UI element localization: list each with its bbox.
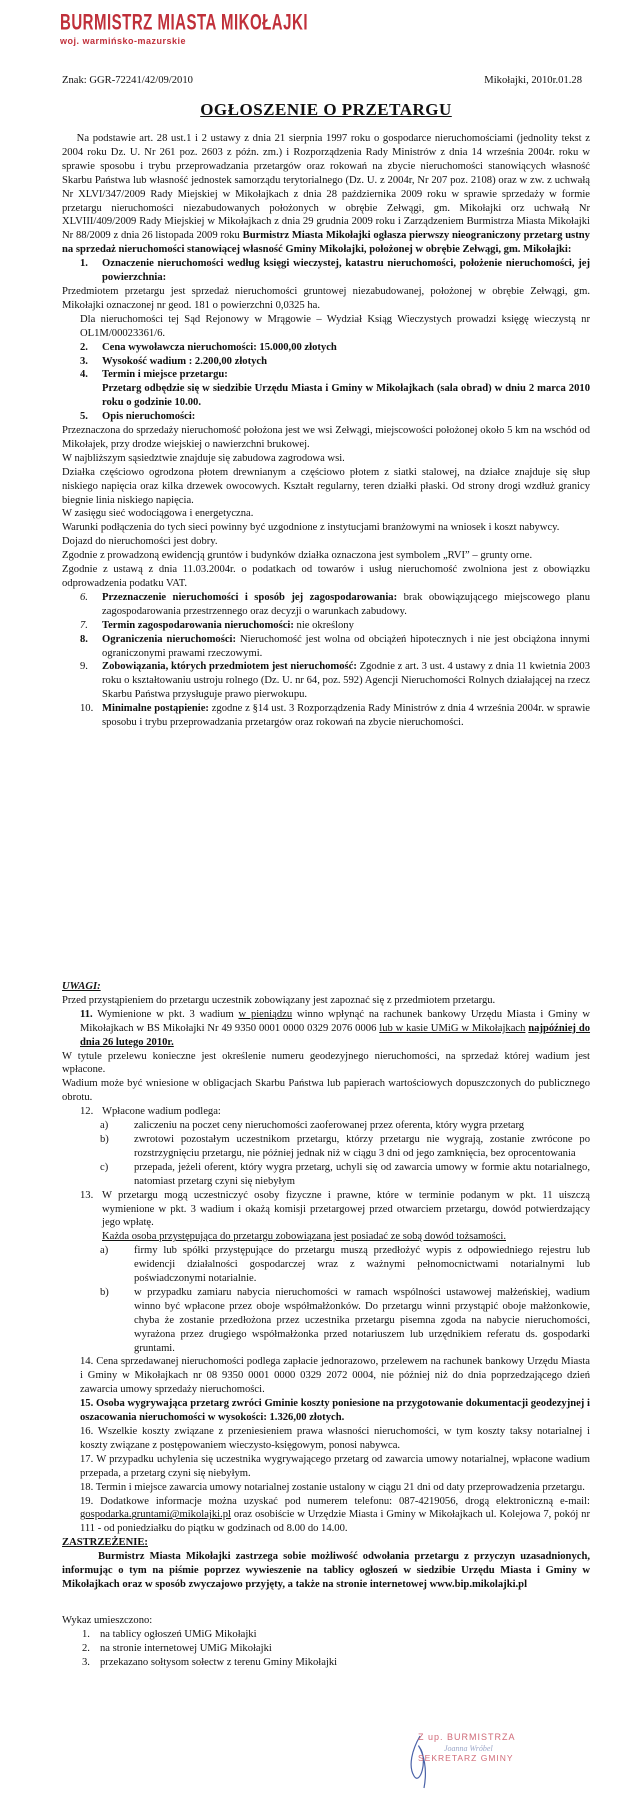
list-label: a) — [100, 1245, 109, 1257]
description-paragraph: Zgodnie z ustawą z dnia 11.03.2004r. o podatkach od towarów i usług nieruchomość zwolniona jest z obowiązku odprowadzenia podatku VAT. — [62, 564, 590, 589]
section-text: zgodne z §14 ust. 3 Rozporządzenia Rady Ministrów z dnia 4 września 2004r. w sprawie sposobu i trybu przeprowadzania przetargów oraz rokowań na zbycie nieruchomości. — [102, 703, 590, 729]
section-text: Nieruchomość jest wolna od obciążeń hipotecznych i nie jest obciążona innymi ograniczonymi prawami rzeczowymi. — [102, 633, 590, 659]
id-requirement: Każda osoba przystępująca do przetargu zobowiązana jest posiadać ze sobą dowód tożsamości. — [102, 1231, 506, 1243]
reservation-label: ZASTRZEŻENIE: — [62, 1537, 148, 1549]
tender-date-place: Przetarg odbędzie się w siedzibie Urzędu Miasta i Gminy w Mikołajkach (sala obrad) w dniu 2 marca 2010 roku o godzinie 10.00. — [102, 383, 590, 409]
document-meta — [62, 75, 590, 89]
list-text: firmy lub spółki przystępujące do przetargu muszą przedłożyć wypis z odpowiedniego rejestru lub ewidencji działalności gospodarczej wraz z ważnymi pełnomocnictwami notarialnymi lub poświadczonymi notarialnie. — [134, 1245, 590, 1285]
section-4 — [62, 368, 590, 382]
section-8 — [62, 633, 590, 661]
email-link[interactable]: gospodarka.gruntami@mikolajki.pl — [80, 1509, 231, 1521]
section-heading: Opis nieruchomości: — [102, 411, 196, 423]
section-heading: Ograniczenia nieruchomości: — [102, 633, 236, 645]
list-text: zwrotowi pozostałym uczestnikom przetargu, którzy przetargu nie wygrają, zostanie zwrócone po rozstrzygnięciu przetargu, nie później jednak niż w ciągu 3 dni od jego zamknięcia, bez oprocentowania — [134, 1133, 590, 1159]
list-item — [62, 1119, 590, 1133]
section-heading: Termin i miejsce przetargu: — [102, 369, 228, 381]
list-label: b) — [100, 1133, 109, 1145]
section-number: 17. — [80, 1453, 94, 1465]
section-2 — [62, 341, 590, 355]
section-15 — [62, 1397, 590, 1425]
section-number: 3. — [80, 355, 88, 367]
list-text: zaliczeniu na poczet ceny nieruchomości zaoferowanej przez oferenta, który wygra przetarg — [134, 1120, 525, 1132]
intro-bold: Burmistrz Miasta Mikołajki ogłasza pierwszy nieograniczony przetarg ustny na sprzedaż nieruchomości stanowiącej własność Gminy Mikołajki, położonej w obrębie Zełwągi, gm. Mikołajki: — [62, 230, 590, 256]
section-heading: Przeznaczenie nieruchomości i sposób jej zagospodarowania: — [102, 591, 398, 603]
section-number: 2. — [80, 341, 88, 353]
description-paragraph: Warunki podłączenia do tych sieci powinny być uzgodnione z instytucjami branżowymi na wniosek i koszt nabywcy. — [62, 522, 560, 534]
place-date: Mikołajki, 2010r.01.28 — [484, 75, 582, 86]
section-text: Wszelkie koszty związane z przeniesieniem prawa własności nieruchomości, w tym koszty taksy notarialnej i koszty związane z postępowaniem wieczysto-księgowym, ponosi nabywca. — [80, 1426, 590, 1451]
section-number: 15. — [80, 1398, 94, 1410]
deposit-amount: Wysokość wadium : 2.200,00 złotych — [102, 355, 267, 367]
list-item — [62, 1133, 590, 1161]
list-label: 1. — [82, 1628, 90, 1640]
notice-remarks — [62, 980, 590, 1670]
list-item — [62, 1286, 590, 1356]
description-paragraph: Przeznaczona do sprzedaży nieruchomość położona jest we wsi Zełwągi, miejscowości położonej około 5 km na wschód od Mikołajek, przy drodze wiejskiej o nawierzchni brukowej. — [62, 425, 590, 450]
section-heading: Wpłacone wadium podlega: — [102, 1106, 221, 1118]
description-paragraph: Działka częściowo ogrodzona płotem drewnianym a częściowo płotem z siatki stalowej, na działce znajduje się słup niskiego napięcia oraz kilka drzewek owocowych. Kształt regularny, teren działki płaski. Od strony drogi wzdłuż granicy biegnie linia niskiego napięcia. — [62, 466, 590, 506]
section-14 — [62, 1355, 590, 1397]
reference-number: Znak: GGR-72241/42/09/2010 — [62, 75, 193, 86]
section-text: Zgodnie z art. 3 ust. 4 ustawy z dnia 11 kwietnia 2003 roku o kształtowaniu ustroju rolnego (Dz. U. nr 64, poz. 592) Agencji Nieruchomości Rolnych działającej na rzecz Skarbu Państwa przysługuje prawo pierwokupu. — [102, 661, 590, 701]
list-label: 3. — [82, 1656, 90, 1668]
section-1-text-1: Przedmiotem przetargu jest sprzedaż nieruchomości gruntowej niezabudowanej, położonej w obrębie Zełwągi, gm. Mikołajki oznaczonej nr geod. 181 o powierzchni 0,0325 ha. — [62, 285, 590, 311]
section-text: W przypadku uchylenia się uczestnika wygrywającego przetarg od zawarcia umowy notarialnej, wpłacone wadium przepada, a przetarg czyni się niebyłym. — [80, 1453, 591, 1479]
section-13 — [62, 1189, 590, 1231]
section-number: 16. — [80, 1426, 94, 1437]
section-text: Dodatkowe informacje można uzyskać pod numerem telefonu: 087-4219056, drogą elektroniczną e-mail: — [100, 1495, 590, 1507]
section-number: 10. — [80, 703, 94, 715]
section-1-text-2: Dla nieruchomości tej Sąd Rejonowy w Mrągowie – Wydział Ksiąg Wieczystych prowadzi księgę wieczystą nr OL1M/00023361/6. — [80, 313, 590, 339]
list-item — [62, 1656, 590, 1670]
description-paragraph: W zasięgu sieć wodociągowa i energetyczna. — [62, 508, 254, 520]
list-item — [62, 1161, 590, 1189]
section-text: Termin i miejsce zawarcia umowy notarialnej zostanie ustalony w ciągu 21 dni od daty przeprowadzenia przetargu. — [95, 1481, 585, 1493]
section-text: Wadium może być wniesione w obligacjach Skarbu Państwa lub papierach wartościowych dopuszczonych do publicznego obrotu. — [62, 1078, 590, 1104]
section-text: Cena sprzedawanej nieruchomości podlega zapłacie jednorazowo, przelewem na rachunek bankowy Urzędu Miasta i Gminy w Mikołajkach nr 08 9350 0001 0000 0329 2072 0004, nie później niż do dnia poprzedzającego dzień zawarcia umowy sprzedaży nieruchomości. — [80, 1356, 590, 1396]
section-19 — [62, 1495, 590, 1537]
section-number: 12. — [80, 1106, 94, 1118]
remarks-text: Przed przystąpieniem do przetargu uczestnik zobowiązany jest zapoznać się z przedmiotem przetargu. — [62, 994, 496, 1006]
list-label: b) — [100, 1286, 109, 1298]
stamp-line-1: BURMISTRZ MIASTA MIKOŁAJKI — [60, 10, 308, 36]
section-text: brak obowiązującego miejscowego planu zagospodarowania przestrzennego oraz decyzji o warunkach zabudowy. — [102, 591, 590, 617]
distribution-label: Wykaz umieszczono: — [62, 1614, 153, 1626]
signature-name: Joanna Wróbel — [444, 1744, 493, 1753]
notice-body — [62, 132, 590, 730]
asking-price: Cena wywoławcza nieruchomości: 15.000,00 złotych — [102, 341, 337, 353]
section-6 — [62, 591, 590, 619]
signature-stamp — [410, 1732, 560, 1792]
section-text: Osoba wygrywająca przetarg zwróci Gminie koszty poniesione na przygotowanie dokumentacji geodezyjnej i oszacowania nieruchomości w wysokości: 1.326,00 złotych. — [80, 1398, 590, 1424]
list-label: c) — [100, 1161, 109, 1173]
description-paragraph: Dojazd do nieruchomości jest dobry. — [62, 536, 218, 548]
section-number: 19. — [80, 1495, 94, 1507]
section-text: Wymienione w pkt. 3 wadium — [97, 1008, 234, 1020]
list-text: przekazano sołtysom sołectw z terenu Gminy Mikołajki — [100, 1656, 338, 1668]
stamp-line-2: woj. warmińsko-mazurskie — [60, 36, 187, 46]
intro-paragraph — [62, 132, 590, 257]
section-18 — [62, 1481, 590, 1495]
list-item — [62, 1642, 590, 1656]
description-paragraph: W najbliższym sąsiedztwie znajduje się zabudowa zagrodowa wsi. — [62, 452, 345, 464]
section-number: 5. — [80, 411, 88, 423]
list-text: na tablicy ogłoszeń UMiG Mikołajki — [100, 1628, 257, 1640]
section-heading: Termin zagospodarowania nieruchomości: — [102, 619, 294, 631]
section-number: 11. — [80, 1008, 93, 1020]
section-text: oraz osobiście w Urzędzie Miasta i Gminy w Mikołajkach ul. Kolejowa 7, pokój nr 111 - od poniedziałku do piątku w godzinach od 8.00 do 14.00. — [80, 1509, 590, 1535]
section-number: 7. — [80, 619, 88, 631]
section-number: 14. — [80, 1356, 94, 1368]
section-12 — [62, 1105, 590, 1119]
section-text: winno wpłynąć na rachunek bankowy Urzędu Miasta i Gminy w Mikołajkach w BS Mikołajki Nr 49 9350 0001 0000 0329 2076 0006 — [80, 1008, 590, 1034]
description-paragraph: Zgodnie z prowadzoną ewidencją gruntów i budynków działka oznaczona jest symbolem „RVI” – grunty orne. — [62, 550, 533, 562]
list-text: na stronie internetowej UMiG Mikołajki — [100, 1642, 272, 1654]
remarks-label: UWAGI: — [62, 981, 101, 992]
section-number: 8. — [80, 633, 88, 645]
section-number: 6. — [80, 591, 88, 603]
section-heading: Zobowiązania, których przedmiotem jest nieruchomość: — [102, 661, 357, 673]
header-stamp — [60, 10, 308, 46]
signature-line-3: SEKRETARZ GMINY — [418, 1753, 514, 1763]
section-9 — [62, 660, 590, 702]
list-item — [62, 1628, 590, 1642]
section-heading: Oznaczenie nieruchomości według księgi wieczystej, katastru nieruchomości, położenie nieruchomości, jej powierzchnia: — [102, 258, 590, 284]
section-heading: Minimalne postąpienie: — [102, 703, 209, 715]
list-item — [62, 1244, 590, 1286]
section-7 — [62, 619, 590, 633]
section-number: 1. — [80, 258, 88, 270]
section-5 — [62, 410, 590, 424]
section-11 — [62, 1008, 590, 1050]
section-text: W tytule przelewu konieczne jest określenie numeru geodezyjnego nieruchomości, na sprzedaż której wadium jest wpłacone. — [62, 1050, 590, 1076]
deposit-deadline: najpóźniej do dnia 26 lutego 2010r. — [80, 1022, 591, 1048]
page-title: OGŁOSZENIE O PRZETARGU — [200, 100, 452, 119]
intro-text: Na podstawie art. 28 ust.1 i 2 ustawy z dnia 21 sierpnia 1997 roku o gospodarce nieruchomościami (jednolity tekst z 2004 roku Dz. U. Nr 261 poz. 2603 z późn. zm.) i Rozporządzenia Rady Ministrów z dnia 14 września 2004r. roku w sprawie sposobu i trybu przeprowadzania przetargów oraz rokowań na zbycie nieruchomości stanowiących własność Skarbu Państwa lub własność jednostek samorządu terytorialnego (Dz. U. z 2004r, Nr 207 poz. 2108) oraz w zw. z uchwałą Nr XLVI/347/2009 Rady Miejskiej w Mikołajkach z dnia 28 października 2009 roku w sprawie sprzedaży w formie przetargu nieruchomości niezabudowanych położonych w obrębie Zełwągi, gm. Mikołajki orz uchwałą Nr XLVIII/409/2009 Rady Miejskiej w Mikołajkach z dnia 29 grudnia 2009 roku i Zarządzeniem Burmistrza Miasta Mikołajki Nr 88/2009 z dnia 26 listopada 2009 roku — [62, 133, 590, 242]
list-label: a) — [100, 1120, 109, 1132]
list-label: 2. — [82, 1642, 90, 1654]
section-17 — [62, 1453, 590, 1481]
section-1 — [62, 257, 590, 285]
section-16 — [62, 1425, 590, 1453]
section-3 — [62, 355, 590, 369]
section-text: lub w kasie UMiG w Mikołajkach — [379, 1022, 526, 1034]
signature-line-1: Z up. BURMISTRZA — [418, 1732, 516, 1742]
section-number: 4. — [80, 369, 88, 381]
section-text: nie określony — [296, 619, 354, 631]
section-number: 13. — [80, 1189, 94, 1201]
list-text: w przypadku zamiaru nabycia nieruchomości w ramach wspólności ustawowej małżeńskiej, wadium winno być wpłacone przez oboje współmałżonków. Do przetargu winni przystąpić oboje małżonkowie, chyba że zostanie przedłożona przez uczestnika przetargu pisemna zgoda na nabycie nieruchomości, wyrażona przez drugiego współmałżonka przed notariuszem lub urzędnikiem referatu ds. gospodarki gruntami. — [134, 1286, 590, 1354]
list-text: przepada, jeżeli oferent, który wygra przetarg, uchyli się od zawarcia umowy w formie aktu notarialnego, natomiast przetarg czyni się niebyłym — [134, 1161, 590, 1187]
section-text: W przetargu mogą uczestniczyć osoby fizyczne i prawne, które w terminie podanym w pkt. 11 uiszczą wymienione w pkt. 3 wadium i okażą komisji przetargowej przed otwarciem przetargu, dowód potwierdzający jego wpłatę. — [102, 1189, 590, 1229]
section-text: w pieniądzu — [238, 1008, 293, 1020]
reservation-text: Burmistrz Miasta Mikołajki zastrzega sobie możliwość odwołania przetargu z przyczyn uzasadnionych, informując o tym na piśmie poprzez wywieszenie na tablicy ogłoszeń w siedzibie Urzędu Miasta i Gminy w Mikołajkach oraz w sposób zwyczajowo przyjęty, a także na stronie internetowej www.bip.mikolajki.pl — [62, 1551, 590, 1590]
section-number: 9. — [80, 661, 88, 673]
section-10 — [62, 702, 590, 730]
section-number: 18. — [80, 1481, 94, 1493]
